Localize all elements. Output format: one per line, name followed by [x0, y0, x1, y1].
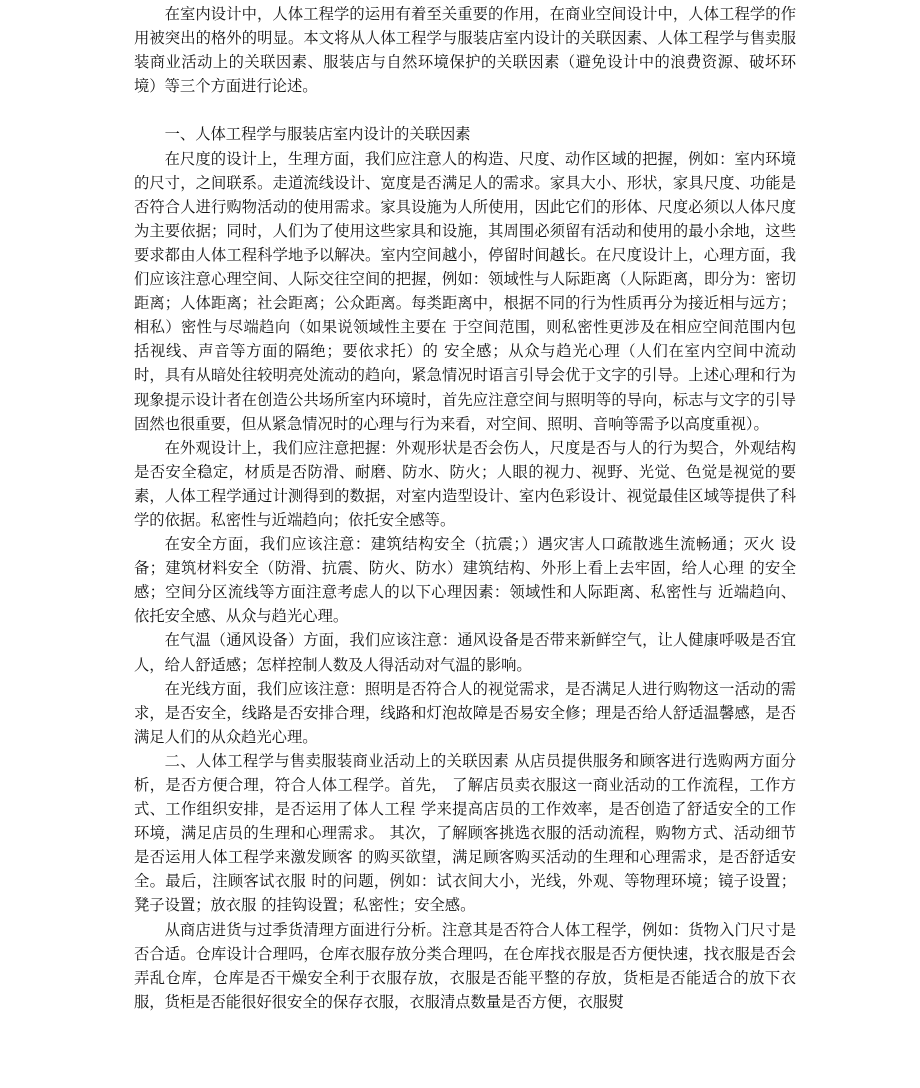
appearance-design-paragraph: 在外观设计上，我们应注意把握：外观形状是否会伤人，尺度是否与人的行为契合，外观结构是否安全稳定，材质是否防滑、耐磨、防水、防火；人眼的视力、视野、光觉、色觉是视觉的要素，人体工程学通过计测得到的数据，对室内造型设计、室内色彩设计、视觉最佳区域等提供了科学的依据。私密性与近端趋向；依托安全感等。 — [134, 438, 796, 529]
intro-paragraph: 在室内设计中，人体工程学的运用有着至关重要的作用，在商业空间设计中，人体工程学的作用被突出的格外的明显。本文将从人体工程学与服装店室内设计的关联因素、人体工程学与售卖服装商业活动上的关联因素、服装店与自然环境保护的关联因素（避免设计中的浪费资源、破坏环境）等三个方面进行论述。 — [134, 5, 796, 96]
stock-paragraph: 从商店进货与过季货清理方面进行分析。注意其是否符合人体工程学，例如：货物入门尺寸是否合适。仓库设计合理吗，仓库衣服存放分类合理吗，在仓库找衣服是否方便快速，找衣服是否会弄乱仓库，仓库是否干燥安全利于衣服存放，衣服是否能平整的存放，货柜是否能适合的放下衣服，货柜是否能很好很安全的保存衣服，衣服清点数量是否方便，衣服熨 — [134, 920, 796, 1011]
scale-design-paragraph: 在尺度的设计上，生理方面，我们应注意人的构造、尺度、动作区域的把握，例如：室内环境的尺寸，之间联系。走道流线设计、宽度是否满足人的需求。家具大小、形状，家具尺度、功能是否符合人进行购物活动的使用需求。家具设施为人所使用，因此它们的形体、尺度必须以人体尺度为主要依据；同时，人们为了使用这些家具和设施，其周围必须留有活动和使用的最小余地，这些要求都由人体工程科学地予以解决。室内空间越小，停留时间越长。在尺度设计上，心理方面，我们应该注意心理空间、人际交往空间的把握，例如：领域性与人际距离（人际距离，即分为：密切距离；人体距离；社会距离；公众距离。每类距离中，根据不同的行为性质再分为接近相与远方；相私）密性与尽端趋向（如果说领域性主要在 于空间范围，则私密性更涉及在相应空间范围内包括视线、声音等方面的隔绝；要依求托）的 安全感；从众与趋光心理（人们在室内空间中流动时，具有从暗处往较明亮处流动的趋向，紧急情况时语言引导会优于文字的引导。上述心理和行为现象提示设计者在创造公共场所室内环境时，首先应注意空间与照明等的导向，标志与文字的引导固然也很重要，但从紧急情况时的心理与行为来看，对空间、照明、音响等需予以高度重视）。 — [134, 149, 796, 433]
section-1-heading: 一、人体工程学与服装店室内设计的关联因素 — [164, 125, 471, 144]
document-body — [134, 2, 796, 1014]
section-2-paragraph: 二、人体工程学与售卖服装商业活动上的关联因素 从店员提供服务和顾客进行选购两方面分析，是否方便合理，符合人体工程学。首先， 了解店员卖衣服这一商业活动的工作流程，工作方式、工作组织安排，是否运用了体人工程 学来提高店员的工作效率，是否创造了舒适安全的工作环境，满足店员的生理和心理需求。 其次，了解顾客挑选衣服的活动流程，购物方式、活动细节是否运用人体工程学来激发顾客 的购买欲望，满足顾客购买活动的生理和心理需求，是否舒适安全。最后，注顾客试衣服 时的问题，例如：试衣间大小，光线，外观、等物理环境；镜子设置；凳子设置；放衣服 的挂钩设置；私密性；安全感。 — [134, 751, 796, 915]
temperature-paragraph: 在气温（通风设备）方面，我们应该注意：通风设备是否带来新鲜空气，让人健康呼吸是否宜人，给人舒适感；怎样控制人数及人得活动对气温的影响。 — [134, 631, 796, 674]
lighting-paragraph: 在光线方面，我们应该注意：照明是否符合人的视觉需求，是否满足人进行购物这一活动的需求，是否安全，线路是否安排合理，线路和灯泡故障是否易安全修；理是否给人舒适温馨感，是否满足人们的从众趋光心理。 — [134, 679, 796, 746]
blank-line — [134, 98, 796, 122]
safety-paragraph: 在安全方面，我们应该注意：建筑结构安全（抗震；）遇灾害人口疏散逃生流畅通；灭火 设备；建筑材料安全（防滑、抗震、防火、防水）建筑结构、外形上看上去牢固，给人心理 的安全感；空间分区流线等方面注意考虑人的以下心理因素：领域性和人际距离、私密性与 近端趋向、依托安全感、从众与趋光心理。 — [134, 535, 796, 626]
